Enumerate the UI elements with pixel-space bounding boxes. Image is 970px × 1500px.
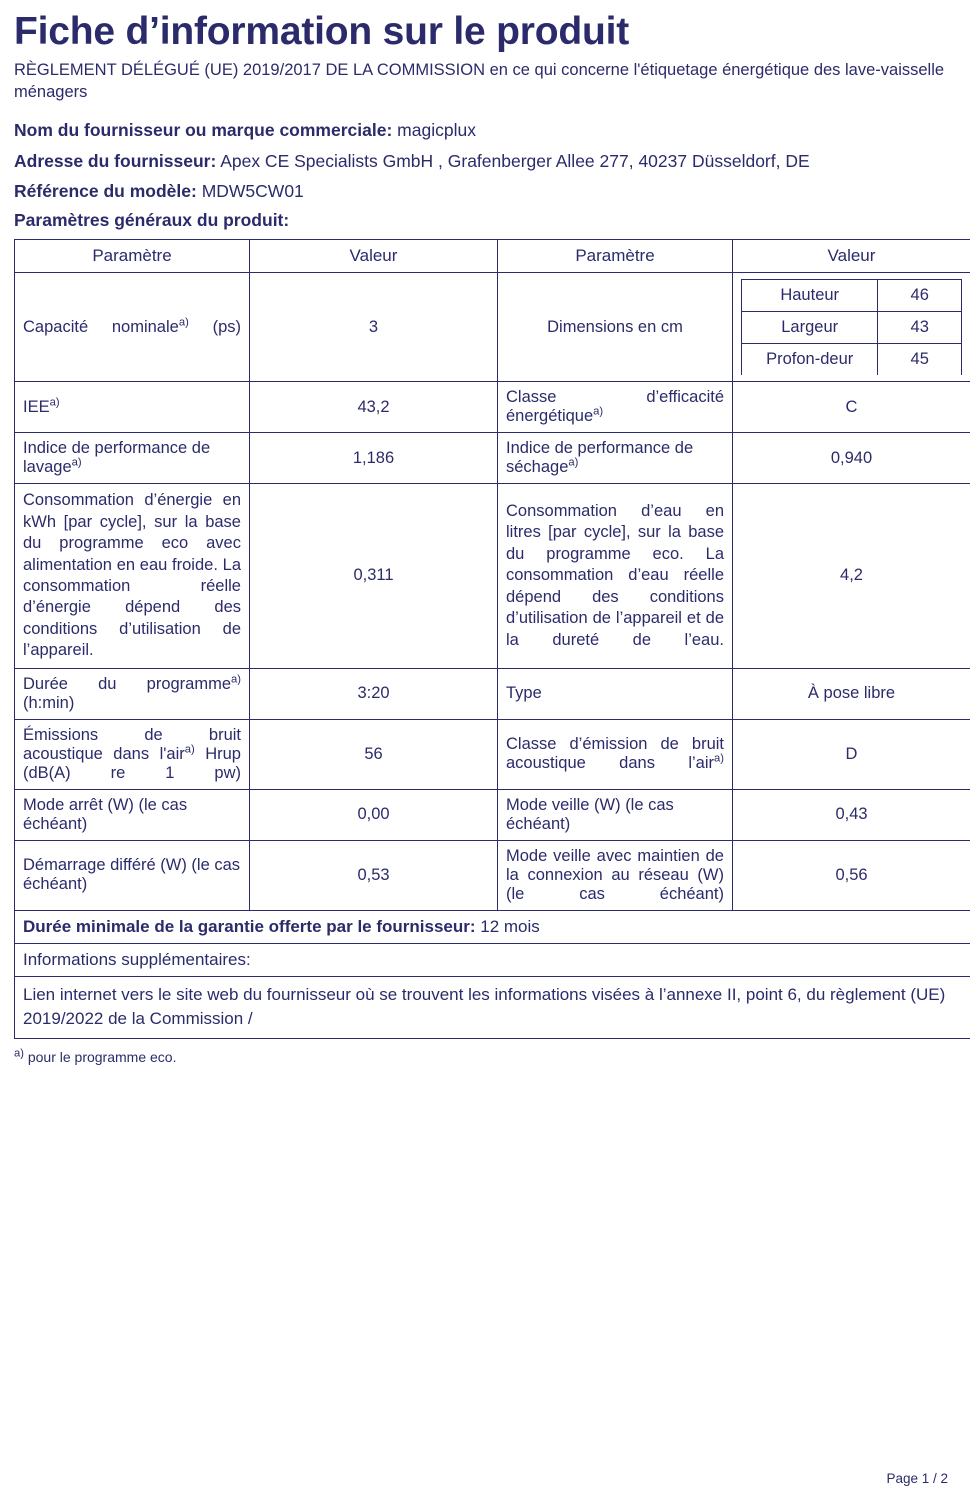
header-parameter-1: Paramètre (15, 240, 250, 273)
table-row (15, 789, 970, 840)
address-value: Apex CE Specialists GmbH , Grafenberger Allee 277, 40237 Düsseldorf, DE (220, 150, 810, 171)
capacity-label (15, 273, 250, 382)
dimensions-label: Dimensions en cm (498, 273, 733, 382)
model-label: Référence du modèle: (14, 180, 197, 201)
warranty-label: Durée minimale de la garantie offerte par le fournisseur: (23, 916, 476, 936)
eei-label-text: IEE (23, 397, 50, 416)
dimension-width-value: 43 (878, 312, 962, 344)
delayed-start-label: Démarrage différé (W) (le cas échéant) (15, 840, 250, 910)
footnote-marker: a) (178, 316, 189, 329)
regulation-subtitle: RÈGLEMENT DÉLÉGUÉ (UE) 2019/2017 DE LA COMMISSION en ce qui concerne l'étiquetage énergétique des lave-vaisselle ménagers (14, 60, 945, 102)
footnote-marker: a) (593, 405, 604, 418)
drying-index-label-text: Indice de performance de séchage (506, 439, 694, 477)
networked-standby-label: Mode veille avec maintien de la connexion au réseau (W) (le cas échéant) (498, 840, 733, 910)
dimension-height-value: 46 (878, 280, 962, 312)
dimension-depth-label: Profon-deur (742, 344, 878, 376)
footnote (14, 1049, 956, 1065)
delayed-start-value: 0,53 (250, 840, 498, 910)
washing-index-label-text: Indice de performance de lavage (23, 439, 211, 477)
program-duration-label-text: Durée du programme (23, 674, 232, 693)
noise-class-label (498, 719, 733, 789)
standby-mode-label: Mode veille (W) (le cas échéant) (498, 789, 733, 840)
header-parameter-2: Paramètre (498, 240, 733, 273)
additional-info-row (15, 943, 970, 976)
off-mode-label: Mode arrêt (W) (le cas échéant) (15, 789, 250, 840)
general-parameters-label: Paramètres généraux du produit: (14, 210, 290, 231)
washing-index-label (15, 433, 250, 484)
program-duration-value: 3:20 (250, 668, 498, 719)
dimension-width-label: Largeur (742, 312, 878, 344)
capacity-unit: (ps) (212, 317, 241, 336)
program-duration-label (15, 668, 250, 719)
type-value: À pose libre (733, 668, 970, 719)
footnote-marker: a) (568, 456, 579, 469)
drying-index-label (498, 433, 733, 484)
energy-class-value: C (733, 382, 970, 433)
dimension-height-row (742, 280, 962, 312)
table-header-row (15, 240, 970, 273)
noise-emissions-unit: Hrup (dB(A) re 1 pw) (23, 744, 241, 782)
energy-class-label (498, 382, 733, 433)
off-mode-value: 0,00 (250, 789, 498, 840)
table-row (15, 668, 970, 719)
supplier-website-link[interactable]: Lien internet vers le site web du fournisseur où se trouvent les informations visées à l’annexe II, point 6, du règlement (UE) 2019/2022 de la Commission / (15, 976, 970, 1038)
energy-class-label-text: Classe d’efficacité énergétique (506, 388, 724, 426)
noise-emissions-value: 56 (250, 719, 498, 789)
header-value-1: Valeur (250, 240, 498, 273)
energy-consumption-value: 0,311 (250, 484, 498, 669)
footnote-marker: a) (71, 456, 82, 469)
table-row (15, 719, 970, 789)
supplier-link-row (15, 976, 970, 1038)
model-value: MDW5CW01 (201, 180, 304, 201)
dimension-depth-value: 45 (878, 344, 962, 376)
dimension-depth-row (742, 344, 962, 376)
dimensions-subtable (741, 279, 962, 375)
supplier-row (14, 117, 956, 143)
program-duration-unit: (h:min) (23, 693, 75, 712)
warranty-cell (15, 910, 970, 943)
water-consumption-label: Consommation d’eau en litres [par cycle], sur la base du programme eco. La consommation d’eau réelle dépend des conditions d’utilisation de l’appareil et de la dureté de l’eau. (498, 484, 733, 669)
noise-class-label-text: Classe d’émission de bruit acoustique dans l’air (506, 735, 724, 773)
supplier-value: magicplux (397, 120, 476, 141)
table-row (15, 433, 970, 484)
page-title: Fiche d’information sur le produit (14, 10, 630, 53)
product-parameters-table (14, 239, 970, 1039)
table-row (15, 273, 970, 382)
header-value-2: Valeur (733, 240, 970, 273)
water-consumption-value: 4,2 (733, 484, 970, 669)
capacity-label-text: Capacité nominale (23, 317, 179, 336)
washing-index-value: 1,186 (250, 433, 498, 484)
footnote-marker: a) (49, 396, 60, 409)
eei-value: 43,2 (250, 382, 498, 433)
networked-standby-value: 0,56 (733, 840, 970, 910)
address-row (14, 148, 956, 174)
model-row (14, 178, 956, 204)
supplier-label: Nom du fournisseur ou marque commerciale: (14, 120, 393, 141)
footnote-marker: a) (14, 1047, 24, 1060)
warranty-row (15, 910, 970, 943)
address-label: Adresse du fournisseur: (14, 150, 217, 171)
dimensions-values (733, 273, 970, 382)
table-row (15, 840, 970, 910)
energy-consumption-label: Consommation d’énergie en kWh [par cycle], sur la base du programme eco avec alimentation en eau froide. La consommation réelle d’énergie dépend des conditions d’utilisation de l’appareil. (15, 484, 250, 669)
standby-mode-value: 0,43 (733, 789, 970, 840)
dimension-height-label: Hauteur (742, 280, 878, 312)
drying-index-value: 0,940 (733, 433, 970, 484)
noise-emissions-label-text: Émissions de bruit acoustique dans l'air (23, 725, 241, 763)
eei-label (15, 382, 250, 433)
footnote-marker: a) (714, 752, 724, 765)
table-row (15, 484, 970, 669)
footnote-text: pour le programme eco. (27, 1049, 177, 1065)
type-label: Type (498, 668, 733, 719)
noise-emissions-label (15, 719, 250, 789)
additional-info-label: Informations supplémentaires: (15, 943, 970, 976)
table-row (15, 382, 970, 433)
footnote-marker: a) (184, 743, 195, 756)
noise-class-value: D (733, 719, 970, 789)
warranty-value: 12 mois (480, 916, 540, 936)
capacity-value: 3 (250, 273, 498, 382)
dimension-width-row (742, 312, 962, 344)
footnote-marker: a) (231, 673, 241, 686)
page-footer: Page 1 / 2 (886, 1471, 948, 1486)
